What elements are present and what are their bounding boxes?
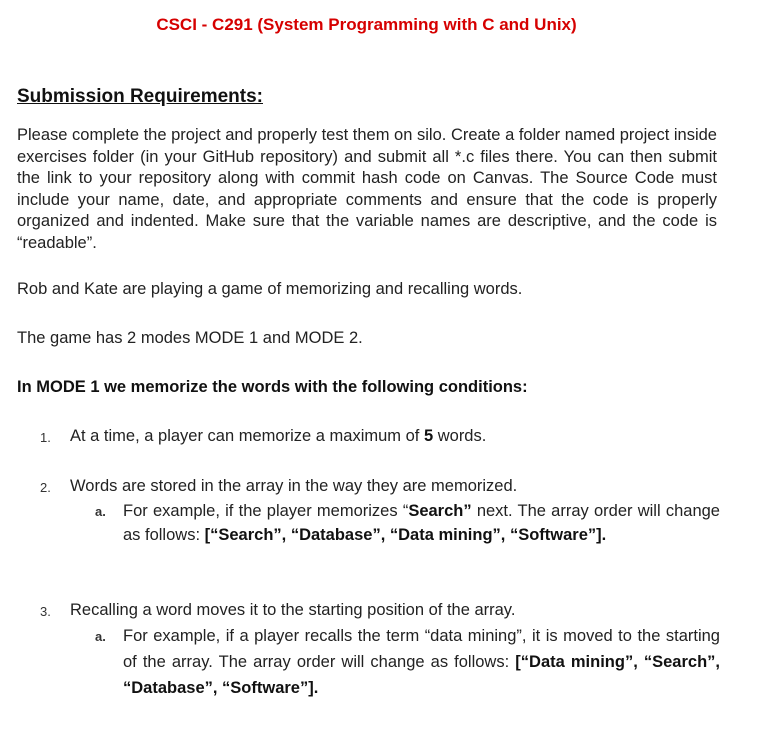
subitem-bold-word: Search” — [408, 502, 472, 520]
submission-requirements-heading: Submission Requirements: — [17, 86, 263, 107]
subitem-text-part: For example, if a player recalls the term “data mining”, it is moved to the starting of the array. The array order will change as follows: — [123, 627, 720, 671]
item-bold-part: 5 — [423, 427, 434, 445]
item-text-part: At a time, a player can memorize a maximum of — [70, 427, 424, 445]
list-subitem-text — [123, 499, 720, 547]
list-item-text: Words are stored in the array in the way they are memorized. — [70, 477, 518, 495]
list-subitem-letter: a. — [95, 504, 106, 519]
list-item-text — [70, 426, 720, 448]
requirements-paragraph: Please complete the project and properly test them on silo. Create a folder named project inside exercises folder (in your GitHub repository) and submit all *.c files there. You can then submit the link to your repository along with commit hash code on Canvas. The Source Code must include your name, date, and appropriate comments and ensure that the code is properly organized and indented. Make sure that the variable names are descriptive, and the code is “readable”. — [17, 126, 717, 252]
intro-paragraph: Rob and Kate are playing a game of memorizing and recalling words. — [17, 280, 523, 298]
modes-paragraph: The game has 2 modes MODE 1 and MODE 2. — [17, 329, 363, 347]
list-subitem-text — [123, 623, 720, 701]
course-title: CSCI - C291 (System Programming with C and Unix) — [156, 15, 577, 34]
list-item-number: 1. — [40, 430, 51, 445]
subitem-text-part: For example, if the player memorizes “ — [123, 502, 409, 520]
item-text-part: words. — [433, 427, 487, 445]
mode1-heading: In MODE 1 we memorize the words with the following conditions: — [17, 378, 528, 396]
list-subitem-letter: a. — [95, 629, 106, 644]
list-item-number: 3. — [40, 604, 51, 619]
subitem-text-part: next. The array order will change as follows: — [123, 502, 720, 544]
list-item-text: Recalling a word moves it to the starting position of the array. — [70, 601, 516, 619]
list-item-number: 2. — [40, 480, 51, 495]
subitem-bold-array: [“Data mining”, “Search”, “Database”, “Software”]. — [123, 653, 720, 697]
subitem-bold-array: [“Search”, “Database”, “Data mining”, “Software”]. — [204, 526, 607, 544]
